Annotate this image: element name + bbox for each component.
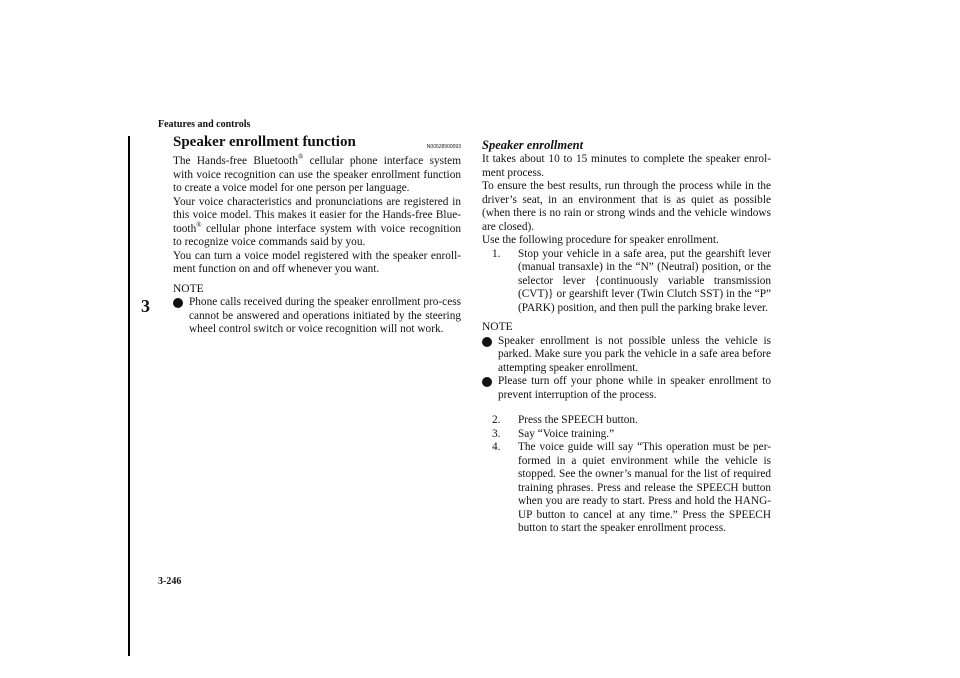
- note-bullet: [482, 375, 771, 402]
- note-block: [173, 283, 461, 337]
- registered-mark: ®: [297, 153, 304, 162]
- step-text: Press the SPEECH button.: [518, 414, 638, 426]
- paragraph: Your voice characteristics and pronunciations are registered in this voice model. This makes it easier for the Hands-free Blue-tooth® cellular phone interface system with voice recognition to recognize voice commands said by you.: [173, 195, 461, 248]
- step-item: [482, 414, 771, 428]
- section-heading-row: [173, 136, 461, 153]
- bullet-icon: [173, 298, 183, 308]
- step-number: 2.: [492, 414, 501, 426]
- note-bullet: [173, 296, 461, 337]
- step-text: The voice guide will say “This operation must be per-formed in a quiet environment while the vehicle is stopped. See the owner’s manual for the list of required training phrases. Press and release the SPEECH button when you are ready to start. Press and hold the HANG-UP button to cancel at any time.” Press the SPEECH button to start the speaker enrollment process.: [518, 441, 771, 534]
- left-column: [173, 136, 461, 337]
- note-label: NOTE: [482, 321, 513, 333]
- note-text: Speaker enrollment is not possible unless the vehicle is parked. Make sure you park the vehicle in a safe area before attempting speaker enrollment.: [498, 334, 771, 374]
- note-block: [482, 321, 771, 402]
- registered-mark: ®: [196, 220, 202, 229]
- paragraph: Use the following procedure for speaker enrollment.: [482, 234, 719, 246]
- paragraph: To ensure the best results, run through the process while in the driver’s seat, in an environment that is as quiet as possible (when there is no rain or strong winds and the vehicle windows are closed).: [482, 180, 771, 233]
- step-number: 4.: [492, 441, 501, 453]
- bullet-icon: [482, 337, 492, 347]
- step-item: [482, 428, 771, 442]
- section-title: Speaker enrollment function: [173, 134, 356, 150]
- step-number: 1.: [492, 247, 501, 260]
- step-number: 3.: [492, 427, 501, 440]
- step-list: [482, 414, 771, 536]
- subsection-title: Speaker enrollment: [482, 138, 584, 152]
- note-text: Please turn off your phone while in speaker enrollment to prevent interruption of the process.: [498, 375, 771, 401]
- paragraph: It takes about 10 to 15 minutes to complete the speaker enrol-ment process.: [482, 153, 771, 179]
- note-bullet: [482, 335, 771, 376]
- paragraph: The Hands-free Bluetooth® cellular phone interface system with voice recognition can use the speaker enrollment function to create a voice model for one person per language.: [173, 153, 461, 194]
- chapter-number: 3: [141, 296, 150, 316]
- paragraph: You can turn a voice model registered with the speaker enroll-ment function on and off whenever you want.: [173, 249, 461, 275]
- step-text: Stop your vehicle in a safe area, put the gearshift lever (manual transaxle) in the “N” (Neutral) position, or the selector lever {continuously variable transmission (CVT)} or gearshift lever (Twin Clutch SST) in the “P” (PARK) position, and then pull the parking brake lever.: [518, 247, 771, 314]
- note-text: Phone calls received during the speaker enrollment pro-cess cannot be answered and operations initiated by the steering wheel control switch or voice recognition will not work.: [189, 296, 461, 335]
- note-label: NOTE: [173, 282, 204, 295]
- bullet-icon: [482, 377, 492, 387]
- section-code: N00528900093: [426, 144, 461, 150]
- step-item: [482, 248, 771, 316]
- step-item: [482, 441, 771, 536]
- page-number: 3-246: [158, 576, 182, 587]
- right-column: [482, 138, 771, 536]
- chapter-rule: [128, 136, 130, 656]
- step-text: Say “Voice training.”: [518, 427, 615, 440]
- running-header: Features and controls: [158, 119, 251, 130]
